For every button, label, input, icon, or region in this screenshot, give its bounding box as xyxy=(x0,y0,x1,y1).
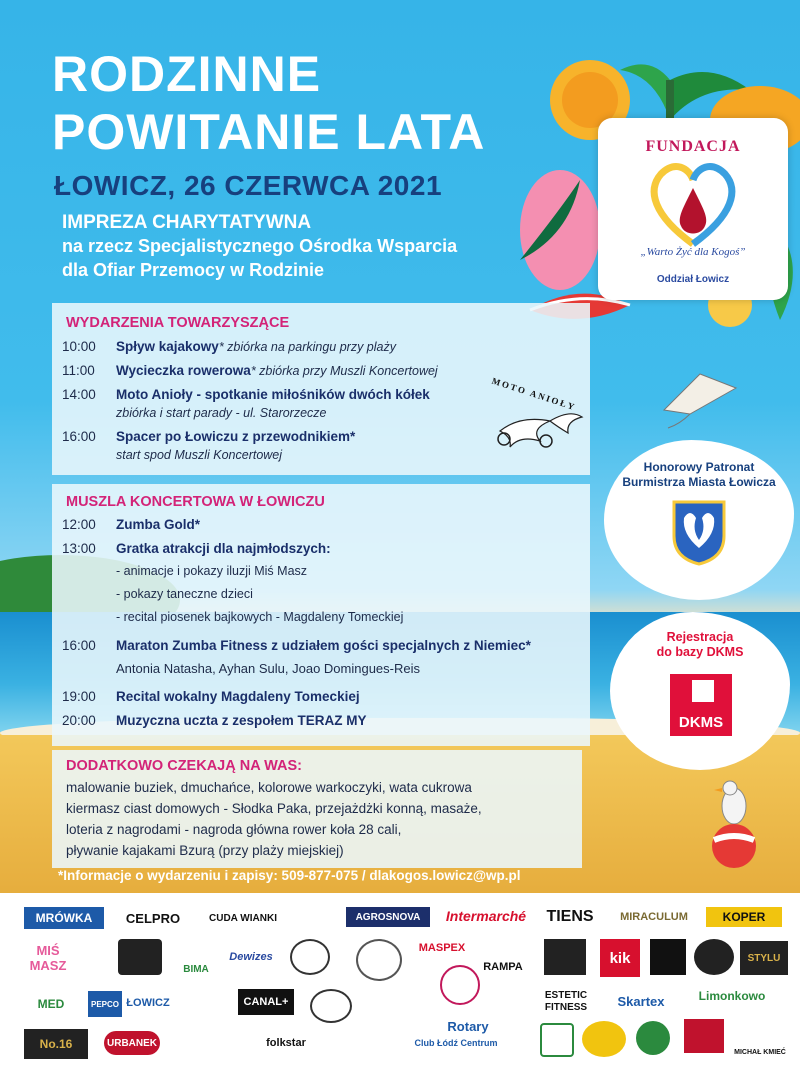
foundation-motto: „Warto Żyć dla Kogoś” xyxy=(640,246,746,258)
concert-time: 13:00 xyxy=(62,541,96,556)
concert-time: 20:00 xyxy=(62,713,96,728)
sponsor-logo-graphic xyxy=(636,1021,670,1055)
event-row xyxy=(62,339,396,354)
sponsor-logo-graphic xyxy=(582,1021,626,1057)
sponsor-logo: Dewizes xyxy=(229,951,273,963)
concert-name: Gratka atrakcji dla najmłodszych: xyxy=(116,541,331,556)
event-name: Spływ kajakowy xyxy=(116,339,219,354)
extras-line: kiermasz ciast domowych - Słodka Paka, przejażdżki konną, masaże, xyxy=(66,801,482,816)
puzzle-icon xyxy=(692,680,714,702)
event-note: * zbiórka przy Muszli Koncertowej xyxy=(250,364,438,378)
foundation-logo-card xyxy=(598,118,788,300)
event-name: Wycieczka rowerowa xyxy=(116,363,251,378)
extras-heading: DODATKOWO CZEKAJĄ NA WAS: xyxy=(66,758,303,774)
sponsor-logo: KOPER xyxy=(706,907,782,927)
sponsor-logo: STYLU xyxy=(740,941,788,975)
foundation-name: FUNDACJA xyxy=(645,138,741,155)
accompanying-heading: WYDARZENIA TOWARZYSZĄCE xyxy=(66,315,290,331)
sponsor-logo: BIMA xyxy=(183,964,209,975)
heart-drop-icon xyxy=(643,160,743,248)
concert-row xyxy=(62,638,531,653)
moto-angels-logo xyxy=(480,375,588,463)
extras-line: pływanie kajakami Bzurą (przy plaży miejskiej) xyxy=(66,843,344,858)
concert-row xyxy=(62,517,200,532)
sponsor-logo: CANAL+ xyxy=(238,989,294,1015)
kite-illustration xyxy=(660,370,740,430)
sponsor-logo-graphic xyxy=(544,939,586,975)
sponsor-logo: Limonkowo xyxy=(698,989,766,1003)
sponsors-strip xyxy=(0,893,800,1067)
event-time: 14:00 xyxy=(62,387,96,402)
sponsor-logo: Skartex xyxy=(617,993,665,1009)
moto-angels-text: MOTO ANIOŁY xyxy=(490,375,578,413)
sponsor-logo: AGROSNOVA xyxy=(346,907,430,927)
event-note: zbiórka i start parady - ul. Starorzecze xyxy=(116,406,327,420)
dkms-line-1: Rejestracja xyxy=(666,630,734,644)
sponsor-logo-graphic xyxy=(356,939,402,981)
dkms-logo xyxy=(670,674,732,736)
sponsor-logo-graphic xyxy=(440,965,480,1005)
sponsor-logo: folkstar xyxy=(266,1037,306,1049)
sponsor-logo: MASPEX xyxy=(418,942,466,954)
sponsor-logo: CUDA WIANKI xyxy=(209,912,277,924)
event-time: 16:00 xyxy=(62,429,96,444)
concert-shell-box xyxy=(52,484,590,746)
sponsor-logo: CELPRO xyxy=(125,910,181,926)
extras-line: malowanie buziek, dmuchańce, kolorowe warkoczyki, wata cukrowa xyxy=(66,780,472,795)
honorary-patronage xyxy=(604,440,794,600)
concert-time: 19:00 xyxy=(62,689,96,704)
sponsor-logo: TIENS xyxy=(546,908,594,925)
seagull-illustration xyxy=(700,780,770,870)
sponsor-logo: MIRACULUM xyxy=(620,911,688,923)
sponsor-logo: PEPCO xyxy=(88,991,122,1017)
patronage-title xyxy=(604,460,794,490)
sponsor-logo: MIŚ MASZ xyxy=(29,943,67,973)
concert-time: 16:00 xyxy=(62,638,96,653)
kids-attraction: - animacje i pokazy iluzji Miś Masz xyxy=(116,564,308,578)
patronage-line-1: Honorowy Patronat xyxy=(643,460,755,474)
sponsor-logo: MRÓWKA xyxy=(24,907,104,929)
concert-row xyxy=(62,713,367,728)
sponsor-logo-graphic xyxy=(694,939,734,975)
kids-attraction: - pokazy taneczne dzieci xyxy=(116,587,253,601)
concert-name: Zumba Gold* xyxy=(116,517,200,532)
concert-time: 12:00 xyxy=(62,517,96,532)
foundation-branch: Oddział Łowicz xyxy=(656,274,730,285)
sponsor-logo: RAMPA xyxy=(483,961,523,973)
extras-box xyxy=(52,750,582,868)
concert-row xyxy=(62,689,360,704)
patronage-line-2: Burmistrza Miasta Łowicza xyxy=(622,475,776,489)
event-name: Spacer po Łowiczu z przewodnikiem* xyxy=(116,429,356,444)
contact-info: *Informacje o wydarzeniu i zapisy: 509-877-075 / dlakogos.lowicz@wp.pl xyxy=(58,868,521,883)
subtitle-purpose-2: dla Ofiar Przemocy w Rodzinie xyxy=(62,260,325,280)
sponsor-logo: Club Łódź Centrum xyxy=(414,1038,498,1048)
sponsor-logo: MICHAŁ KMIEĆ xyxy=(734,1048,786,1056)
concert-row xyxy=(62,541,331,556)
event-row xyxy=(62,387,430,402)
event-note: * zbiórka na parkingu przy plaży xyxy=(218,340,396,354)
subtitle-purpose-1: na rzecz Specjalistycznego Ośrodka Wsparcia xyxy=(62,236,458,256)
subtitle-charity: IMPREZA CHARYTATYWNA xyxy=(62,212,312,233)
event-date: ŁOWICZ, 26 CZERWCA 2021 xyxy=(54,170,443,201)
event-time: 10:00 xyxy=(62,339,96,354)
sponsor-logo-graphic xyxy=(310,989,352,1023)
concert-heading: MUSZLA KONCERTOWA W ŁOWICZU xyxy=(66,494,325,510)
event-row xyxy=(62,429,355,444)
sponsor-logo: Rotary xyxy=(447,1018,489,1034)
sponsor-logo-graphic xyxy=(540,1023,574,1057)
kids-attraction: - recital piosenek bajkowych - Magdaleny Tomeckiej xyxy=(116,610,404,624)
lowicz-coat-of-arms-icon xyxy=(672,500,726,566)
event-time: 11:00 xyxy=(62,363,95,378)
dkms-title xyxy=(610,630,790,660)
sponsor-logo: ŁOWICZ xyxy=(126,997,170,1009)
sponsor-logo-graphic xyxy=(118,939,162,975)
dkms-logo-text: DKMS xyxy=(678,714,724,731)
event-note: start spod Muszli Koncertowej xyxy=(116,448,283,462)
sponsor-logo: ESTETIC FITNESS xyxy=(544,990,588,1013)
sponsor-logo: MED xyxy=(37,997,65,1011)
sponsor-logo-graphic xyxy=(684,1019,724,1053)
special-guests: Antonia Natasha, Ayhan Sulu, Joao Domingues-Reis xyxy=(116,661,421,676)
sponsor-logo: kik xyxy=(600,939,640,977)
sponsor-logo-graphic xyxy=(650,939,686,975)
sponsor-logo: URBANEK xyxy=(104,1031,160,1055)
title-line-2: POWITANIE LATA xyxy=(52,104,486,160)
concert-name: Muzyczna uczta z zespołem TERAZ MY xyxy=(116,713,367,728)
sponsor-logo: Intermarché xyxy=(445,908,527,924)
concert-name: Recital wokalny Magdaleny Tomeckiej xyxy=(116,689,360,704)
title-line-1: RODZINNE xyxy=(52,46,322,102)
event-row xyxy=(62,363,438,378)
event-name: Moto Anioły - spotkanie miłośników dwóch kółek xyxy=(116,387,430,402)
dkms-line-2: do bazy DKMS xyxy=(656,645,744,659)
concert-name: Maraton Zumba Fitness z udziałem gości specjalnych z Niemiec* xyxy=(116,638,531,653)
sponsor-logo: No.16 xyxy=(24,1029,88,1059)
extras-line: loteria z nagrodami - nagroda główna rower koła 28 cali, xyxy=(66,822,402,837)
sponsor-logo-graphic xyxy=(290,939,330,975)
